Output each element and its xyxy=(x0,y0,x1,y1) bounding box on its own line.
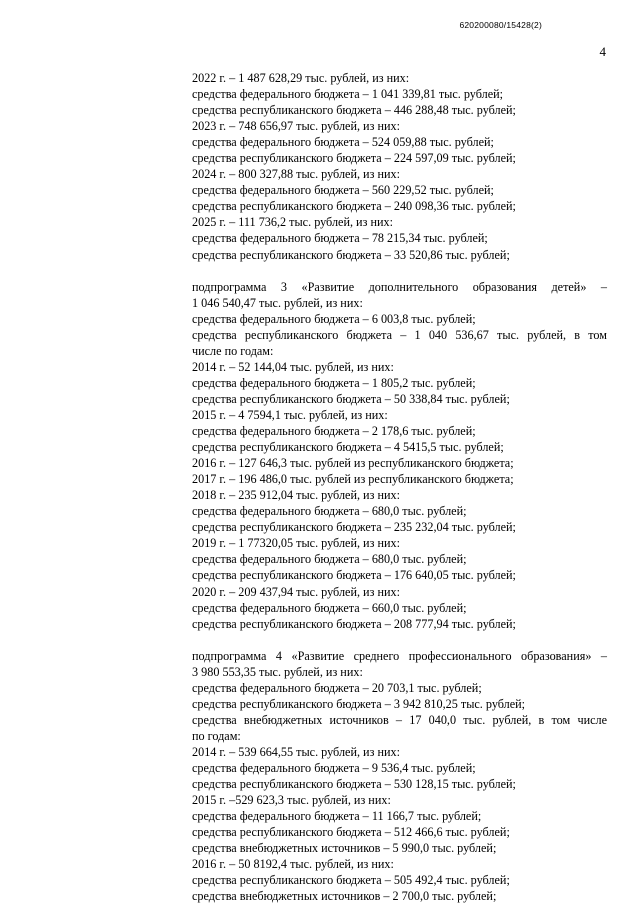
text-line: средства республиканского бюджета – 530 128,15 тыс. рублей; xyxy=(192,777,516,792)
subprogram-3-by-year xyxy=(192,343,607,632)
subprogram-3-regional-total: средства республиканского бюджета – 1 040 536,67 тыс. рублей, в том xyxy=(192,327,607,342)
text-line: средства федерального бюджета – 9 536,4 тыс. рублей; xyxy=(192,761,476,776)
text-line: средства республиканского бюджета – 446 288,48 тыс. рублей; xyxy=(192,103,516,118)
text-line: 2024 г. – 800 327,88 тыс. рублей, из них: xyxy=(192,167,400,182)
text-line: средства республиканского бюджета – 50 338,84 тыс. рублей; xyxy=(192,391,510,406)
text-line: 2023 г. – 748 656,97 тыс. рублей, из них: xyxy=(192,119,400,134)
text-line: 2017 г. – 196 486,0 тыс. рублей из республиканского бюджета; xyxy=(192,472,514,487)
text-line: 1 046 540,47 тыс. рублей, из них: xyxy=(192,295,363,310)
text-line: средства республиканского бюджета – 224 597,09 тыс. рублей; xyxy=(192,151,516,166)
text-line: 2018 г. – 235 912,04 тыс. рублей, из них: xyxy=(192,488,400,503)
text-line: средства федерального бюджета – 660,0 тыс. рублей; xyxy=(192,600,467,615)
text-line: 2019 г. – 1 77320,05 тыс. рублей, из них: xyxy=(192,536,400,551)
subprogram-4-summary xyxy=(192,664,607,712)
text-line: 2020 г. – 209 437,94 тыс. рублей, из них: xyxy=(192,584,400,599)
text-line: средства республиканского бюджета – 240 098,36 тыс. рублей; xyxy=(192,199,516,214)
text-line: средства федерального бюджета – 78 215,34 тыс. рублей; xyxy=(192,231,488,246)
text-line: по годам: xyxy=(192,728,241,743)
subprogram-4-extrabudget-total: средства внебюджетных источников – 17 040,0 тыс. рублей, в том числе xyxy=(192,712,607,727)
text-line: средства внебюджетных источников – 2 700,0 тыс. рублей; xyxy=(192,889,497,904)
text-line: средства республиканского бюджета – 512 466,6 тыс. рублей; xyxy=(192,825,510,840)
text-line: 2015 г. –529 623,3 тыс. рублей, из них: xyxy=(192,793,391,808)
text-line: средства федерального бюджета – 560 229,52 тыс. рублей; xyxy=(192,183,494,198)
paragraph-gap xyxy=(192,263,607,279)
page-number: 4 xyxy=(599,44,606,59)
document-id: 620200080/15428(2) xyxy=(459,20,542,30)
subprogram-3-heading: подпрограмма 3 «Развитие дополнительного образования детей» – xyxy=(192,279,607,294)
text-line: средства федерального бюджета – 1 041 339,81 тыс. рублей; xyxy=(192,87,504,102)
document-body xyxy=(192,70,607,904)
text-line: средства республиканского бюджета – 3 942 810,25 тыс. рублей; xyxy=(192,696,526,711)
text-line: средства внебюджетных источников – 5 990,0 тыс. рублей; xyxy=(192,841,497,856)
text-line: средства федерального бюджета – 2 178,6 тыс. рублей; xyxy=(192,424,476,439)
text-line: средства федерального бюджета – 680,0 тыс. рублей; xyxy=(192,504,467,519)
text-line: 2015 г. – 4 7594,1 тыс. рублей, из них: xyxy=(192,407,388,422)
text-line: 2016 г. – 127 646,3 тыс. рублей из республиканского бюджета; xyxy=(192,456,514,471)
budget-2022-2025-block xyxy=(192,70,607,263)
subprogram-4-heading: подпрограмма 4 «Развитие среднего профессионального образования» – xyxy=(192,648,607,663)
text-line: 2025 г. – 111 736,2 тыс. рублей, из них: xyxy=(192,215,393,230)
text-line: 3 980 553,35 тыс. рублей, из них: xyxy=(192,664,363,679)
text-line: средства республиканского бюджета – 505 492,4 тыс. рублей; xyxy=(192,873,510,888)
text-line: 2022 г. – 1 487 628,29 тыс. рублей, из них: xyxy=(192,71,410,85)
text-line: средства республиканского бюджета – 4 5415,5 тыс. рублей; xyxy=(192,440,504,455)
subprogram-4-by-year xyxy=(192,728,607,905)
text-line: средства республиканского бюджета – 235 232,04 тыс. рублей; xyxy=(192,520,516,535)
text-line: 2016 г. – 50 8192,4 тыс. рублей, из них: xyxy=(192,857,394,872)
text-line: средства федерального бюджета – 680,0 тыс. рублей; xyxy=(192,552,467,567)
text-line: средства республиканского бюджета – 33 520,86 тыс. рублей; xyxy=(192,247,510,262)
text-line: средства федерального бюджета – 11 166,7 тыс. рублей; xyxy=(192,809,482,824)
text-line: средства федерального бюджета – 6 003,8 тыс. рублей; xyxy=(192,311,476,326)
text-line: средства федерального бюджета – 20 703,1 тыс. рублей; xyxy=(192,680,482,695)
text-line: 2014 г. – 52 144,04 тыс. рублей, из них: xyxy=(192,359,394,374)
text-line: средства федерального бюджета – 524 059,88 тыс. рублей; xyxy=(192,135,494,150)
text-line: средства федерального бюджета – 1 805,2 тыс. рублей; xyxy=(192,375,476,390)
text-line: 2014 г. – 539 664,55 тыс. рублей, из них: xyxy=(192,744,400,759)
text-line: средства республиканского бюджета – 208 777,94 тыс. рублей; xyxy=(192,616,516,631)
subprogram-3-summary xyxy=(192,295,607,327)
text-line: средства республиканского бюджета – 176 640,05 тыс. рублей; xyxy=(192,568,516,583)
text-line: числе по годам: xyxy=(192,343,274,358)
paragraph-gap xyxy=(192,632,607,648)
